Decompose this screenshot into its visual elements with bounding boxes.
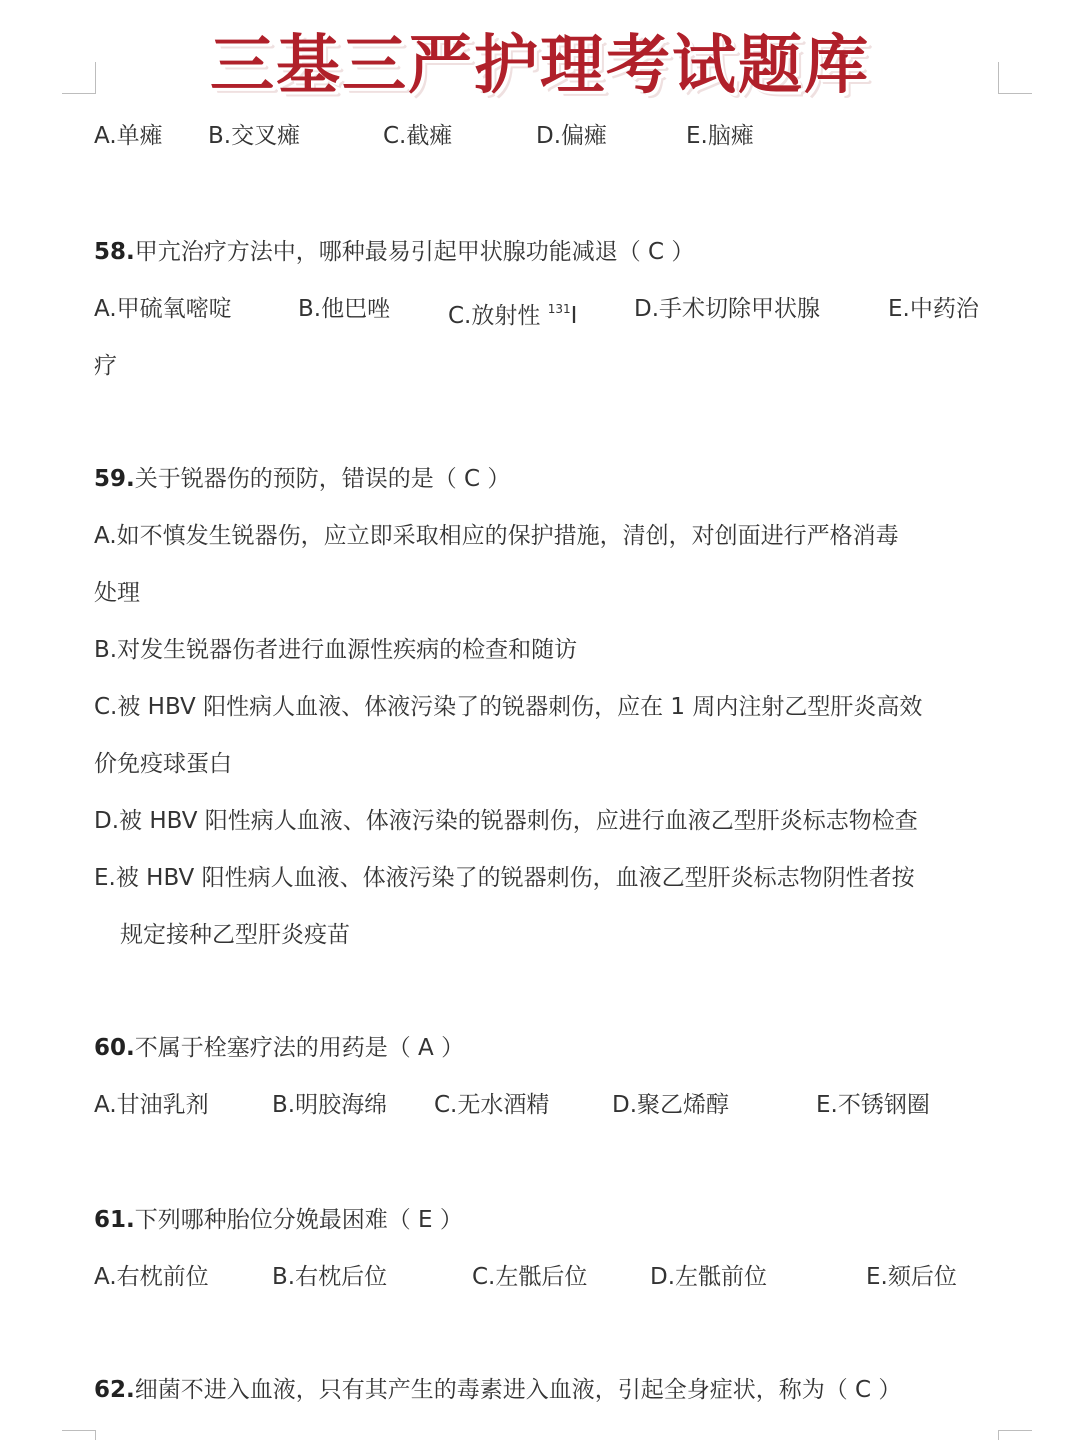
q58-number: 58.: [94, 239, 135, 265]
page-title: 三基三严护理考试题库: [210, 29, 870, 103]
q61-number: 61.: [94, 1207, 135, 1233]
q58-option-a: A.甲硫氧嘧啶: [94, 296, 232, 322]
q60-number: 60.: [94, 1035, 135, 1061]
q58-option-c: [448, 287, 577, 338]
q57-option-e: E.脑瘫: [686, 123, 754, 149]
q60-options-row: [94, 1083, 1014, 1127]
q58-option-e: E.中药治: [888, 296, 979, 322]
q58-option-d: D.手术切除甲状腺: [634, 296, 821, 322]
q60-option-e: E.不锈钢圈: [816, 1092, 930, 1118]
q60-stem: 不属于栓塞疗法的用药是（ A ）: [134, 1035, 465, 1061]
q59-option-c-line2: 价免疫球蛋白: [94, 751, 232, 777]
q61-question: [94, 1198, 1014, 1242]
q61-options-row: [94, 1255, 1014, 1299]
q59-option-a-line2: 处理: [94, 580, 140, 606]
q59-option-d: D.被 HBV 阳性病人血液、体液污染的锐器刺伤，应进行血液乙型肝炎标志物检查: [94, 808, 918, 834]
q62-number: 62.: [94, 1377, 135, 1403]
q58-option-e-continued: 疗: [94, 353, 117, 379]
q58-option-c-suffix: I: [570, 303, 578, 329]
q58-stem: 甲亢治疗方法中，哪种最易引起甲状腺功能减退（ C ）: [134, 239, 695, 265]
page-corner-mark-bottom-left: [62, 1430, 96, 1440]
q60-option-c: C.无水酒精: [434, 1092, 550, 1118]
q60-option-d: D.聚乙烯醇: [612, 1092, 730, 1118]
q59-question: [94, 457, 1014, 501]
q58-option-c-text: C.放射性: [448, 303, 541, 329]
q59-option-b: B.对发生锐器伤者进行血源性疾病的检查和随访: [94, 637, 578, 663]
q61-option-b: B.右枕后位: [272, 1264, 388, 1290]
q62-question: [94, 1368, 1014, 1412]
q57-option-a: A.单瘫: [94, 123, 163, 149]
q59-stem: 关于锐器伤的预防，错误的是（ C ）: [134, 466, 511, 492]
q57-options-row: [94, 114, 1014, 158]
q61-option-d: D.左骶前位: [650, 1264, 768, 1290]
page-corner-mark-bottom-right: [998, 1430, 1032, 1440]
q60-option-a: A.甘油乳剂: [94, 1092, 209, 1118]
q61-stem: 下列哪种胎位分娩最困难（ E ）: [134, 1207, 463, 1233]
q57-option-c: C.截瘫: [383, 123, 453, 149]
q59-option-e-line2: 规定接种乙型肝炎疫苗: [120, 922, 350, 948]
q60-question: [94, 1026, 1014, 1070]
q57-option-d: D.偏瘫: [536, 123, 608, 149]
q59-option-c-line1: C.被 HBV 阳性病人血液、体液污染了的锐器刺伤，应在 1 周内注射乙型肝炎高效: [94, 694, 923, 720]
q58-question: [94, 230, 1014, 274]
q59-option-e-line1: E.被 HBV 阳性病人血液、体液污染了的锐器刺伤，血液乙型肝炎标志物阴性者按: [94, 865, 915, 891]
q57-option-b: B.交叉瘫: [208, 123, 301, 149]
q61-option-c: C.左骶后位: [472, 1264, 588, 1290]
q62-stem: 细菌不进入血液，只有其产生的毒素进入血液，引起全身症状，称为（ C ）: [134, 1377, 902, 1403]
q58-option-b: B.他巴唑: [298, 296, 391, 322]
q60-option-b: B.明胶海绵: [272, 1092, 388, 1118]
q59-number: 59.: [94, 466, 135, 492]
q58-option-c-superscript: 131: [547, 302, 571, 316]
q61-option-a: A.右枕前位: [94, 1264, 209, 1290]
q59-option-a-line1: A.如不慎发生锐器伤，应立即采取相应的保护措施，清创，对创面进行严格消毒: [94, 523, 899, 549]
q61-option-e: E.颏后位: [866, 1264, 957, 1290]
q58-options-row: [94, 287, 1014, 331]
